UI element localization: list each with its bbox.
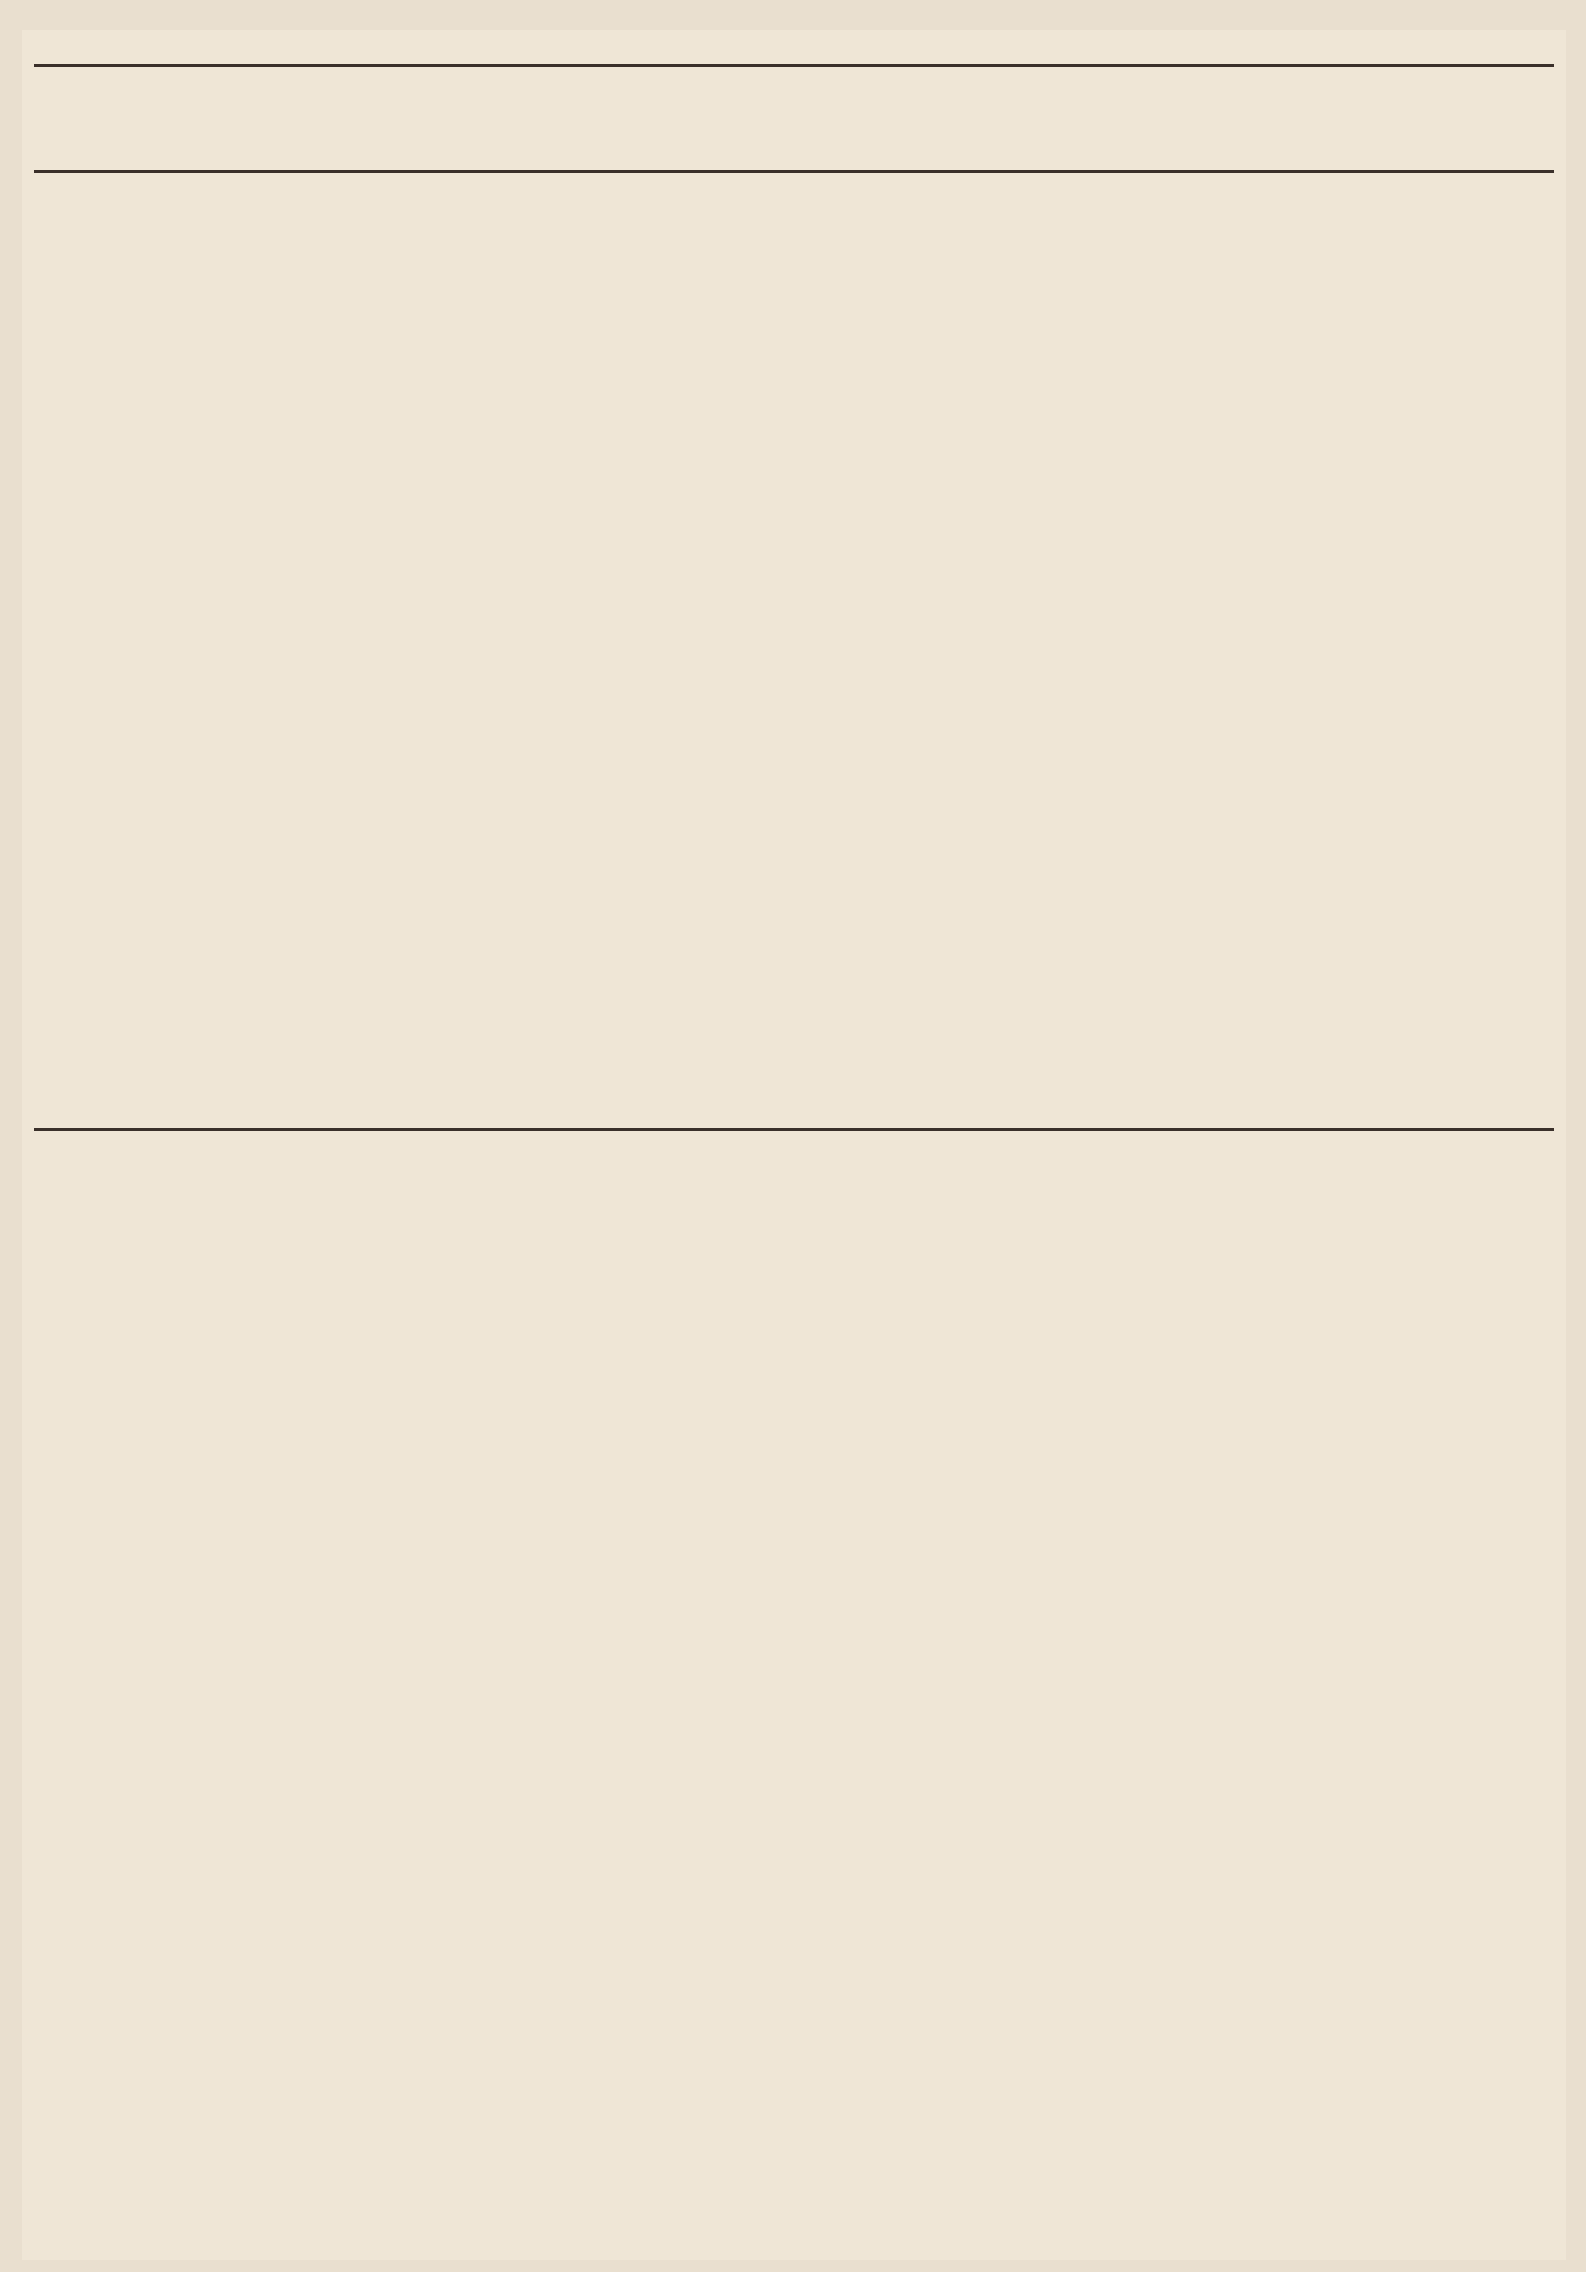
- feature-columns: [34, 1358, 1554, 2248]
- feature-rule: [34, 1128, 1554, 1131]
- title-rule: [34, 170, 1554, 173]
- local-section-box: [1308, 2100, 1548, 2106]
- top-rule: [34, 64, 1554, 67]
- telegraph-columns: [34, 178, 1554, 1148]
- newspaper-page: [22, 30, 1566, 2260]
